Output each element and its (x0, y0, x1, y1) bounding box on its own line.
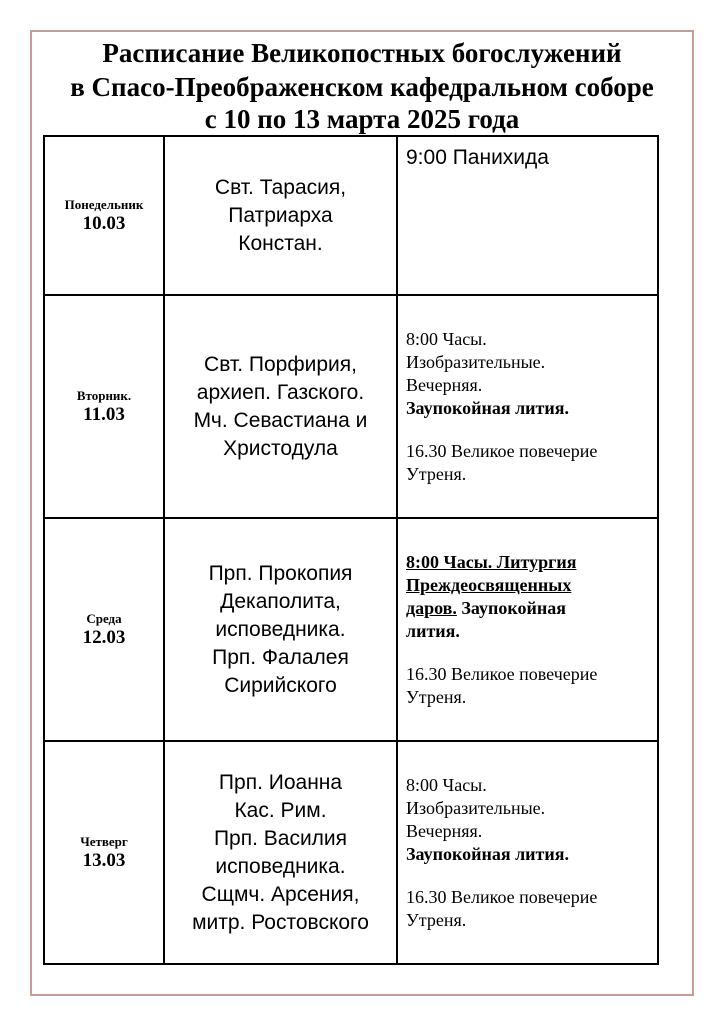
saint-line: Декаполита, (220, 589, 341, 613)
saint-line: Констан. (238, 231, 323, 255)
service-fragment-underline: даров. (406, 597, 457, 618)
saint-line: митр. Ростовского (192, 910, 369, 934)
spacer (406, 420, 651, 440)
service-line: Изобразительные. (406, 351, 546, 372)
service-line-bold-underline: 8:00 Часы. Литургия (406, 551, 577, 572)
day-name: Понедельник (64, 196, 144, 212)
service-line: Утреня. (406, 686, 467, 707)
saint-cell (164, 518, 397, 741)
saint-line: Сщмч. Арсения, (201, 882, 360, 906)
service-line: 16.30 Великое повечерие (406, 440, 598, 461)
service-line: Утреня. (406, 909, 467, 930)
saint-line: Прп. Иоанна (218, 770, 343, 794)
day-cell (44, 741, 164, 964)
service-line: 8:00 Часы. (406, 774, 487, 795)
service-line-bold: лития. (406, 620, 460, 641)
service-line: 8:00 Часы. (406, 328, 487, 349)
saint-line: Христодула (223, 436, 338, 460)
services-cell (397, 518, 658, 741)
services-cell (397, 136, 658, 295)
day-date: 11.03 (83, 403, 125, 425)
saint-line: Прп. Фалалея (212, 645, 349, 669)
table-row (44, 295, 658, 518)
saint-line: исповедника. (215, 854, 346, 878)
title-line-3: с 10 по 13 марта 2025 года (204, 104, 520, 134)
table-row (44, 518, 658, 741)
title-line-2: в Спасо-Преображенском кафедральном соборе (70, 72, 654, 102)
saint-cell (164, 136, 397, 295)
day-date: 12.03 (82, 626, 126, 648)
table-row (44, 136, 658, 295)
day-cell (44, 518, 164, 741)
service-line: Изобразительные. (406, 797, 546, 818)
saint-line: Патриарха (228, 203, 333, 227)
day-name: Среда (86, 610, 122, 626)
service-line: Вечерняя. (406, 374, 483, 395)
saint-line: Мч. Севастиана и (193, 408, 368, 432)
day-name: Четверг (80, 833, 128, 849)
spacer (406, 643, 651, 663)
service-line: Вечерняя. (406, 820, 483, 841)
service-line: 16.30 Великое повечерие (406, 663, 598, 684)
day-cell (44, 136, 164, 295)
day-date: 10.03 (82, 212, 126, 234)
day-date: 13.03 (82, 849, 126, 871)
service-line-bold: Заупокойная лития. (406, 843, 569, 864)
service-line: 16.30 Великое повечерие (406, 886, 598, 907)
service-line-bold-underline: Преждеосвященных (406, 574, 572, 595)
saint-cell (164, 295, 397, 518)
saint-line: Свт. Порфирия, (204, 352, 357, 376)
service-line-mixed (406, 597, 651, 620)
saint-line: Кас. Рим. (234, 798, 327, 822)
services-cell (397, 295, 658, 518)
spacer (406, 866, 651, 886)
title-line-1: Расписание Великопостных богослужений (102, 38, 622, 68)
table-row (44, 741, 658, 964)
saint-line: исповедника. (215, 617, 346, 641)
saint-line: Свт. Тарасия, (214, 175, 347, 199)
saint-line: Прп. Прокопия (208, 561, 353, 585)
schedule-table (43, 135, 659, 965)
service-line: 9:00 Панихида (406, 146, 549, 169)
service-fragment-bold: Заупокойная (461, 597, 566, 618)
saint-cell (164, 741, 397, 964)
saint-line: Прп. Василия (213, 826, 348, 850)
service-line: Утреня. (406, 463, 467, 484)
services-cell (397, 741, 658, 964)
service-line-bold: Заупокойная лития. (406, 397, 569, 418)
day-cell (44, 295, 164, 518)
day-name: Вторник. (76, 387, 132, 403)
saint-line: Сирийского (224, 673, 337, 697)
saint-line: архиеп. Газского. (196, 380, 365, 404)
